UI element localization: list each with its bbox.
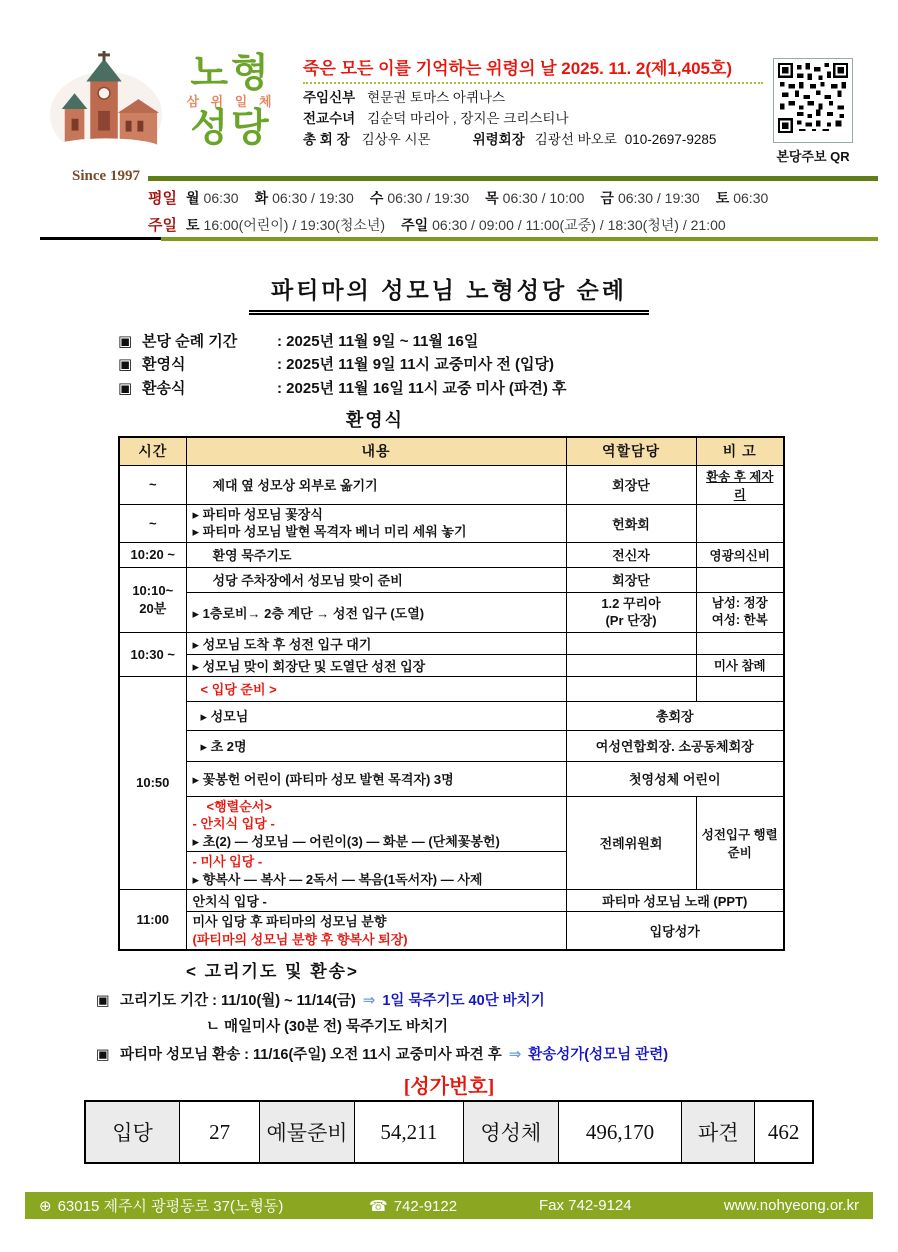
welcome-r4b-content: ▸ 1층로비→ 2층 계단 → 성전 입구 (도열): [186, 592, 566, 632]
mass-seg: [255, 185, 354, 212]
welcome-r7b-content: [186, 912, 566, 951]
mass-times: [148, 176, 878, 239]
issue-title: 죽은 모든 이를 기억하는 위령의 날 2025. 11. 2(제1,405호): [303, 58, 763, 84]
pastor-role: 주임신부: [303, 90, 356, 106]
hymn-numbers-table: [84, 1100, 814, 1164]
sunday-label: 주일: [148, 217, 177, 234]
bullet-value: : 2025년 11월 9일 11시 교중미사 전 (입당): [277, 356, 554, 374]
farewell-line2-text: 매일미사 (30분 전) 묵주기도 바치기: [224, 1019, 449, 1035]
col-role: 역할담당: [566, 437, 696, 465]
content-line: - 미사 입당 -: [192, 854, 263, 870]
welcome-r2-note: [696, 504, 784, 542]
mass-seg: [186, 212, 385, 239]
square-bullet-icon: ▣: [96, 1047, 110, 1063]
welcome-r5a-role: [566, 632, 696, 654]
logo-line2: 삼 위 일 체: [186, 93, 276, 109]
phone-icon: ☎: [369, 1197, 388, 1215]
welcome-r1-note: 환송 후 제자리: [696, 465, 784, 504]
mass-seg: [600, 185, 699, 212]
welcome-r4b-note: [696, 592, 784, 632]
hymn-offertory-number: 54,211: [354, 1101, 463, 1163]
welcome-r6f-content: [186, 852, 566, 890]
welcome-r6b-content: ▸ 성모님: [186, 701, 566, 730]
table-row: [119, 796, 784, 852]
welcome-r1-time: ~: [119, 465, 186, 504]
header-left: [45, 50, 167, 185]
farewell-line1-highlight: 1일 묵주기도 40단 바치기: [382, 993, 545, 1009]
hymn-communion-number: 496,170: [558, 1101, 682, 1163]
welcome-r6a-role: [566, 676, 696, 701]
bullet-line-welcome: [118, 353, 566, 376]
table-row: [119, 654, 784, 676]
col-note: 비 고: [696, 437, 784, 465]
weekday-label: 평일: [148, 190, 177, 207]
mass-day: 화: [254, 190, 269, 206]
weekday-mass-row: [148, 185, 878, 212]
mass-time: 06:30 / 19:30: [617, 190, 700, 206]
table-row: [119, 701, 784, 730]
welcome-ceremony-table: [118, 436, 785, 951]
table-row: [119, 592, 784, 632]
table-row: [119, 504, 784, 542]
table-row: [119, 912, 784, 951]
welcome-r5b-content: ▸ 성모님 맞이 회장단 및 도열단 성전 입장: [186, 654, 566, 676]
mass-day: 목: [485, 190, 499, 206]
mass-seg: [401, 212, 726, 239]
welcome-r6e-content: [186, 796, 566, 852]
content-line: - 안치식 입당 -: [192, 816, 275, 832]
content-line: ▸ 파티마 성모님 발현 목격자 베너 미리 세워 놓기: [192, 524, 467, 540]
mass-seg: [485, 185, 584, 212]
memorial-president-role: 위령회장: [472, 132, 525, 148]
postal-code-icon: ⊕: [39, 1198, 52, 1215]
welcome-r6a-content: < 입당 준비 >: [186, 676, 566, 701]
welcome-r7b-role: 입당성가: [566, 912, 784, 951]
footer-bar: [25, 1192, 873, 1219]
sisters-names: 김순덕 마리아 , 장지은 크리스티나: [367, 111, 569, 127]
table-row: [119, 761, 784, 796]
pastor-name: 현문권 토마스 아퀴나스: [367, 90, 506, 106]
welcome-r1-role: 회장단: [566, 465, 696, 504]
welcome-r6c-role: 여성연합회장. 소공동체회장: [566, 730, 784, 761]
footer-website: www.nohyeong.or.kr: [723, 1197, 859, 1214]
content-line: ▸ 향복사 ― 복사 ― 2독서 ― 복음(1독서자) ― 사제: [192, 871, 483, 887]
mass-day: 주일: [401, 217, 429, 233]
schedule-bullets: [118, 330, 566, 400]
farewell-line3-text: 파티마 성모님 환송 : 11/16(주일) 오전 11시 교중미사 파견 후: [120, 1047, 502, 1063]
farewell-line3-highlight: 환송성가(성모님 관련): [528, 1047, 669, 1063]
logo-line1: 노형: [190, 52, 272, 95]
memorial-president-name: 김광선 바오로: [534, 132, 617, 148]
bullet-line-farewell: [118, 377, 566, 400]
welcome-r3-time: 10:20 ~: [119, 542, 186, 567]
phone-number: 742-9122: [393, 1197, 458, 1215]
square-bullet-icon: ▣: [118, 379, 133, 397]
mass-time: 06:30 / 19:30: [272, 190, 354, 206]
mass-day: 토: [715, 190, 730, 206]
welcome-r6c-content: ▸ 초 2명: [186, 730, 566, 761]
mass-time: 16:00(어린이) / 19:30(청소년): [203, 217, 386, 233]
president-role: 총 회 장: [303, 132, 350, 148]
table-row: [119, 632, 784, 654]
footer-fax: Fax 742-9124: [539, 1197, 632, 1214]
welcome-r1-content: 제대 옆 성모상 외부로 옮기기: [186, 465, 566, 504]
table-row: [119, 676, 784, 701]
hymn-communion-label: 영성체: [464, 1101, 559, 1163]
parish-logo: [167, 50, 295, 185]
sunday-mass-row: [148, 212, 878, 239]
hymn-offertory-label: 예물준비: [260, 1101, 355, 1163]
logo-line3: 성당: [190, 107, 272, 151]
welcome-r5a-note: [696, 632, 784, 654]
col-time: 시간: [119, 437, 186, 465]
bullet-value: : 2025년 11월 16일 11시 교중 미사 (파견) 후: [277, 379, 567, 397]
welcome-r7a-role: 파티마 성모님 노래 (PPT): [566, 890, 784, 912]
mass-time: 06:30: [733, 190, 769, 206]
mass-seg: [370, 185, 469, 212]
welcome-r2-role: 헌화회: [566, 504, 696, 542]
farewell-line1: [96, 989, 816, 1010]
welcome-r2-time: ~: [119, 504, 186, 542]
time-line: 10:10~: [132, 583, 174, 599]
mass-day: 금: [600, 190, 614, 206]
footer-phone: [369, 1197, 539, 1215]
welcome-r5a-content: ▸ 성모님 도착 후 성전 입구 대기: [186, 632, 566, 654]
welcome-r6e-role: 전례위원회: [566, 796, 696, 890]
farewell-section: [96, 957, 816, 1064]
hymn-row: [85, 1101, 813, 1163]
hymn-numbers-heading: [성가번호]: [403, 1076, 495, 1098]
mass-time: 06:30 / 09:00 / 11:00(교중) / 18:30(청년) / 21:00: [432, 217, 726, 233]
qr-label: 본당주보 QR: [776, 149, 850, 164]
bullet-label: 본당 순례 기간: [142, 333, 238, 350]
welcome-r6b-role: 총회장: [566, 701, 784, 730]
mass-seg: [186, 185, 239, 212]
content-line: 미사 입당 후 파티마의 성모님 분향: [192, 914, 387, 930]
mass-time: 06:30 / 19:30: [387, 190, 470, 206]
role-line: 1.2 꾸리아: [601, 595, 661, 611]
welcome-r4a-note: [696, 567, 784, 592]
mass-time: 06:30: [203, 190, 239, 206]
staff-row-pastor: [303, 88, 763, 109]
hymn-dismissal-number: 462: [755, 1101, 813, 1163]
welcome-r7a-content: 안치식 입당 -: [186, 890, 566, 912]
hymn-dismissal-label: 파견: [682, 1101, 755, 1163]
hymn-entrance-label: 입당: [85, 1101, 180, 1163]
welcome-r6d-role: 첫영성체 어린이: [566, 761, 784, 796]
welcome-r4a-role: 회장단: [566, 567, 696, 592]
header-info: [295, 50, 763, 185]
col-content: 내용: [186, 437, 566, 465]
welcome-r6e-note: 성전입구 행렬 준비: [696, 796, 784, 890]
mass-day: 월: [186, 190, 200, 206]
welcome-r6-time: 10:50: [119, 676, 186, 890]
result-arrow-icon: ⇒: [508, 1046, 522, 1063]
church-illustration-icon: [47, 149, 165, 166]
welcome-r6a-note: [696, 676, 784, 701]
farewell-line3: [96, 1043, 816, 1064]
table-row: [119, 465, 784, 504]
note-line: 남성: 정장: [711, 596, 768, 611]
mass-time: 06:30 / 10:00: [502, 190, 585, 206]
table-row: [119, 890, 784, 912]
bullet-line-period: [118, 330, 566, 353]
table-row: [119, 542, 784, 567]
welcome-r3-role: 전신자: [566, 542, 696, 567]
staff-row-presidents: [303, 130, 763, 151]
note-line: 여성: 한복: [711, 613, 768, 628]
welcome-r6d-content: ▸ 꽃봉헌 어린이 (파티마 성모 발현 목격자) 3명: [186, 761, 566, 796]
welcome-r3-content: 환영 묵주기도: [186, 542, 566, 567]
square-bullet-icon: ▣: [118, 333, 133, 350]
since-text: Since 1997: [72, 168, 140, 184]
square-bullet-icon: ▣: [118, 356, 133, 374]
welcome-r5b-note: 미사 참례: [696, 654, 784, 676]
bullet-label: 환송식: [142, 379, 186, 397]
table-header-row: [119, 437, 784, 465]
content-line: ▸ 파티마 성모님 꽃장식: [192, 506, 323, 522]
memorial-president-phone: 010-2697-9285: [624, 132, 717, 148]
staff-row-sisters: [303, 109, 763, 130]
table-row: [119, 730, 784, 761]
hymn-entrance-number: 27: [180, 1101, 260, 1163]
mass-day: 수: [369, 190, 384, 206]
header-divider-olive: [161, 237, 878, 241]
welcome-r5b-role: [566, 654, 696, 676]
farewell-heading: < 고리기도 및 환송>: [186, 962, 359, 981]
olive-top-bar: [148, 176, 878, 181]
welcome-r7-time: 11:00: [119, 890, 186, 951]
branch-icon: ㄴ: [206, 1019, 221, 1035]
document-title-wrap: [0, 272, 898, 315]
farewell-line2: [206, 1015, 816, 1036]
welcome-r4-time: [119, 567, 186, 632]
header: [45, 50, 863, 185]
welcome-r4b-role: [566, 592, 696, 632]
square-bullet-icon: ▣: [96, 993, 110, 1009]
welcome-r4a-content: 성당 주차장에서 성모님 맞이 준비: [186, 567, 566, 592]
welcome-r3-note: 영광의신비: [696, 542, 784, 567]
time-line: 20분: [139, 600, 167, 616]
role-line: (Pr 단장): [605, 613, 657, 629]
farewell-line1-text: 고리기도 기간 : 11/10(월) ~ 11/14(금): [120, 993, 356, 1009]
bulletin-qr-code-icon: [773, 58, 853, 143]
qr-section: [763, 50, 863, 185]
mass-seg: [716, 185, 769, 212]
welcome-r2-content: [186, 504, 566, 542]
welcome-table-heading: 환영식: [345, 410, 405, 430]
content-line: <행렬순서>: [206, 798, 272, 814]
sisters-role: 전교수녀: [303, 111, 356, 127]
mass-day: 토: [186, 217, 200, 233]
bullet-value: : 2025년 11월 9일 ~ 11월 16일: [277, 333, 479, 350]
address-text: 63015 제주시 광평동로 37(노형동): [57, 1198, 284, 1215]
bullet-label: 환영식: [142, 356, 186, 374]
table-row: [119, 567, 784, 592]
content-line: ▸ 초(2) ― 성모님 ― 어린이(3) ― 화분 ― (단체꽃봉헌): [192, 833, 500, 849]
result-arrow-icon: ⇒: [362, 992, 376, 1009]
document-title: 파티마의 성모님 노형성당 순례: [249, 272, 649, 315]
content-line: (파티마의 성모님 분향 후 향복사 퇴장): [192, 931, 408, 947]
president-name: 김상우 시몬: [361, 132, 431, 148]
welcome-r5-time: 10:30 ~: [119, 632, 186, 676]
footer-address: [39, 1195, 369, 1216]
